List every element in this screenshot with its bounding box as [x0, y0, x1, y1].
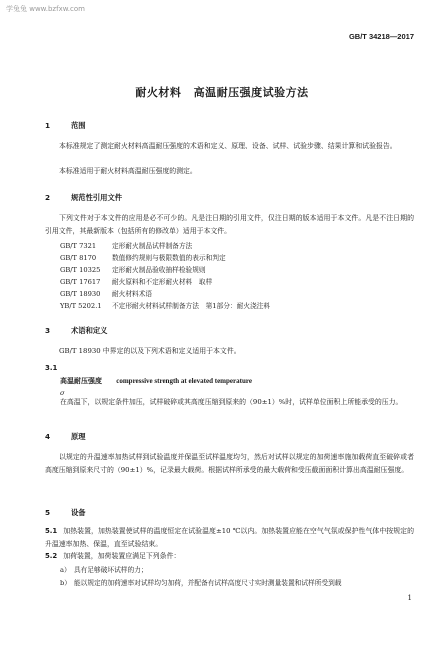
- principle-paragraph: 以规定的升温速率加热试样到试验温度并保温至试样温度均匀，然后对试样以规定的加荷速率施加载荷直至破碎或者高度压缩到原来尺寸的（90±1）%，记录最大载荷。根据试样所承受的最大载荷和受压截面面积计算出高温耐压强度。: [45, 453, 414, 474]
- section-title: 设备: [71, 508, 86, 517]
- reference-code: GB/T 18930: [60, 290, 101, 298]
- watermark: 学兔兔 www.bzfxw.com: [6, 5, 85, 13]
- section-title: 术语和定义: [71, 326, 108, 335]
- section-number: 5: [45, 508, 51, 517]
- reference-title: 耐火材料术语: [112, 290, 153, 298]
- reference-code: GB/T 17617: [60, 278, 101, 286]
- clause-number: 5.2: [45, 552, 58, 560]
- section-title: 原理: [71, 432, 86, 441]
- term-english: compressive strength at elevated temperature: [116, 377, 252, 385]
- clause-5-2: [45, 550, 414, 563]
- references-intro: 下列文件对于本文件的应用是必不可少的。凡是注日期的引用文件，仅注日期的版本适用于本文件。凡是不注日期的引用文件，其最新版本（包括所有的修改单）适用于本文件。: [45, 214, 414, 235]
- document-title: 耐火材料 高温耐压强度试验方法: [135, 86, 309, 99]
- section-2-heading: [45, 193, 122, 203]
- term-entry: [60, 376, 252, 386]
- list-item: [60, 565, 148, 575]
- clause-number: 5.1: [45, 527, 58, 535]
- section-number: 4: [45, 432, 51, 441]
- reference-title: 数值修约规则与极限数值的表示和判定: [112, 254, 226, 262]
- terms-intro: GB/T 18930 中界定的以及下列术语和定义适用于本文件。: [59, 347, 241, 355]
- section-1-heading: [45, 121, 86, 131]
- subclause-number: 3.1: [45, 364, 58, 372]
- reference-code: GB/T 8170: [60, 254, 97, 262]
- section-title: 范围: [71, 121, 86, 130]
- reference-title: 不定形耐火材料试样制备方法 第1部分：耐火浇注料: [112, 302, 271, 310]
- reference-item: [60, 241, 192, 251]
- section-title: 规范性引用文件: [71, 193, 123, 202]
- clause-text: 加荷装置，加荷装置应满足下列条件：: [63, 552, 181, 560]
- list-text: 具有足够破坏试样的力；: [74, 566, 148, 574]
- reference-item: [60, 265, 206, 275]
- section-4-heading: [45, 432, 86, 442]
- list-text: 能以规定的加荷速率对试样均匀加荷，并配备有试样高度尺寸实时测量装置和试样所受到载: [74, 579, 342, 587]
- reference-code: GB/T 7321: [60, 242, 97, 250]
- scope-applicability: 本标准适用于耐火材料高温耐压强度的测定。: [59, 167, 197, 175]
- reference-title: 定形耐火制品验收抽样检验规则: [112, 266, 206, 274]
- scope-paragraph: 本标准规定了测定耐火材料高温耐压强度的术语和定义、原理、设备、试样、试验步骤、结果计算和试验报告。: [59, 142, 397, 150]
- term-chinese: 高温耐压强度: [60, 376, 102, 385]
- reference-code: GB/T 10325: [60, 266, 101, 274]
- reference-title: 定形耐火制品试样制备方法: [112, 242, 193, 250]
- list-label: a）: [60, 566, 71, 574]
- reference-item: [60, 301, 270, 311]
- clause-5-1: [45, 525, 414, 550]
- section-5-heading: [45, 508, 86, 518]
- list-label: b）: [60, 579, 71, 587]
- reference-code: YB/T 5202.1: [60, 302, 102, 310]
- list-item: [60, 578, 342, 588]
- section-number: 1: [45, 121, 51, 130]
- term-definition: 在高温下，以规定条件加压，试样破碎或其高度压缩到原来的（90±1）%时，试样单位面积上所能承受的压力。: [60, 398, 403, 406]
- clause-text: 加热装置，加热装置使试样的温度恒定在试验温度±10 ℃以内。加热装置应能在空气气氛或保护性气体中按规定的升温速率加热、保温，直至试验结束。: [45, 527, 414, 548]
- section-3-heading: [45, 326, 107, 336]
- standard-number: GB/T 34218—2017: [348, 32, 414, 41]
- reference-item: [60, 253, 226, 263]
- term-symbol: σ: [60, 389, 65, 397]
- reference-item: [60, 277, 212, 287]
- reference-title: 耐火原料和不定形耐火材料 取样: [112, 278, 213, 286]
- section-number: 2: [45, 193, 51, 202]
- section-number: 3: [45, 326, 51, 335]
- reference-item: [60, 289, 152, 299]
- page-number: 1: [407, 594, 412, 602]
